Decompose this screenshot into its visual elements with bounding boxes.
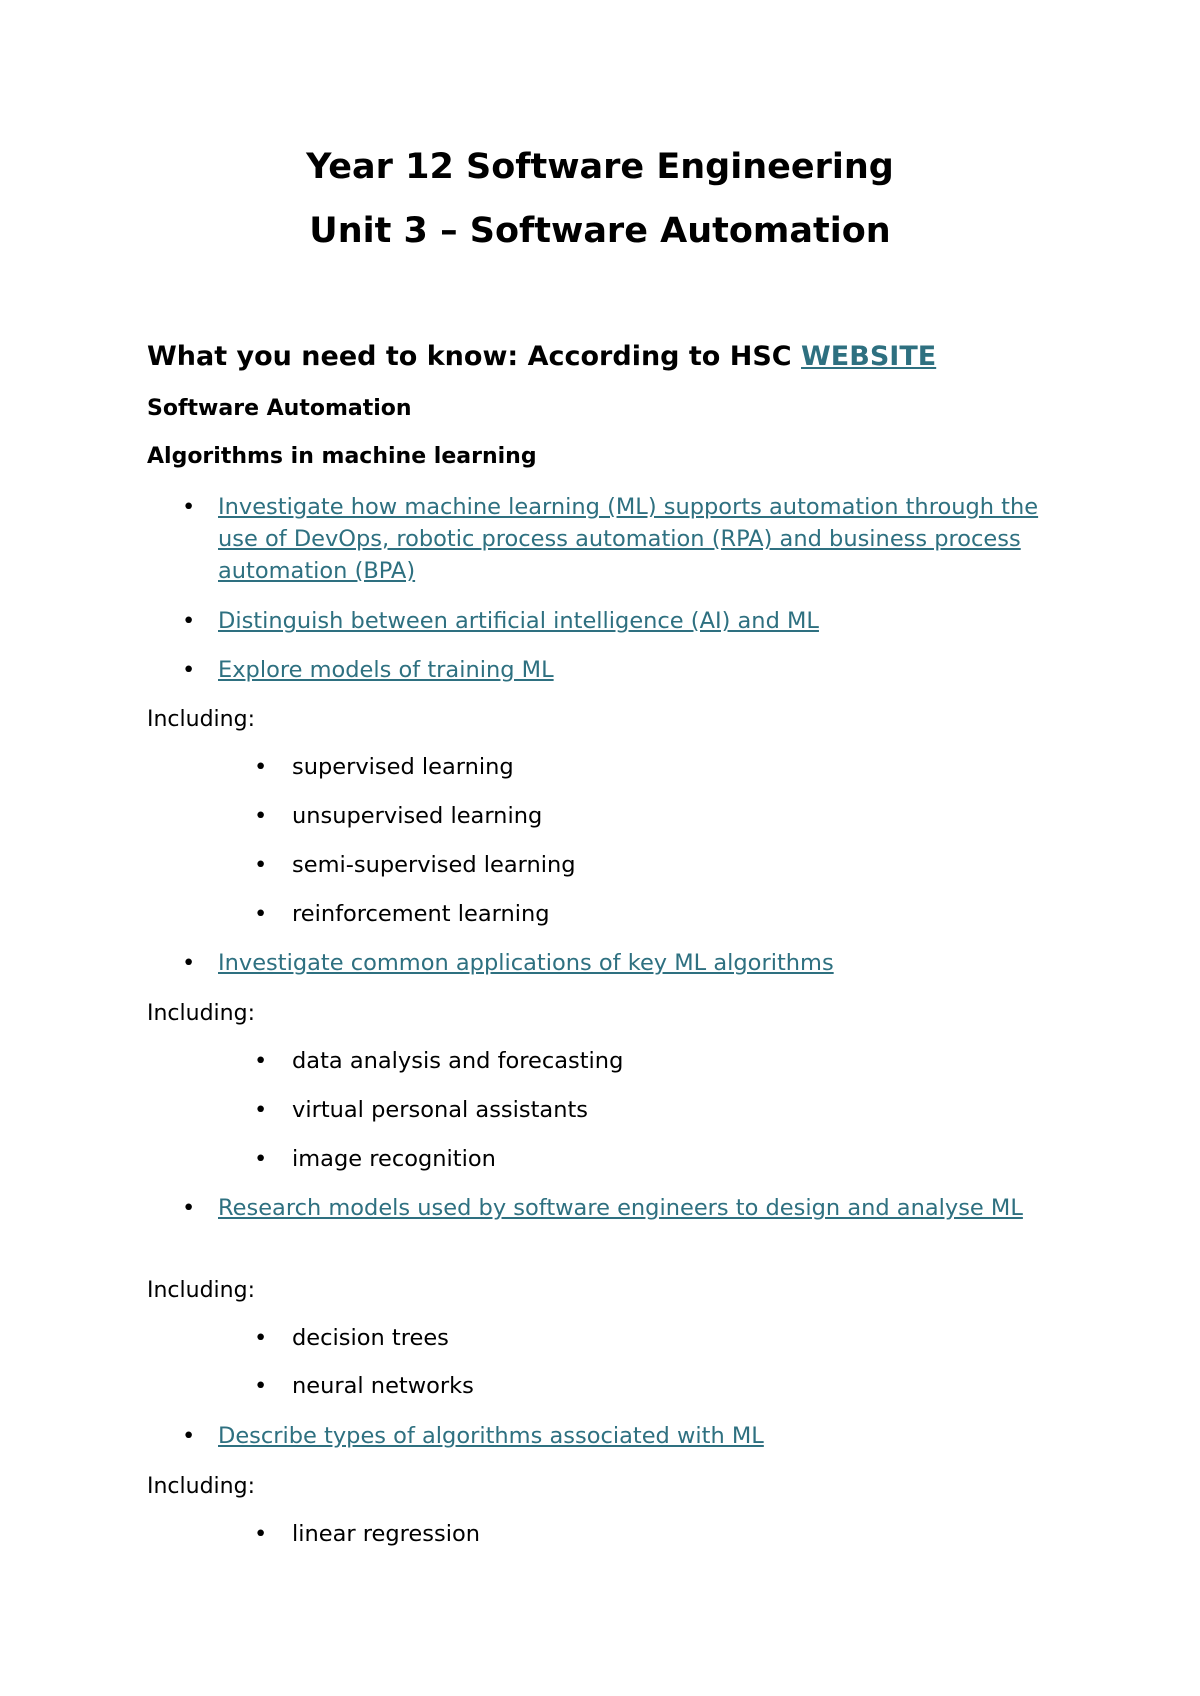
subsection-heading: Algorithms in machine learning (147, 444, 537, 469)
list-item: • linear regression (292, 1518, 480, 1550)
list-item: • neural networks (292, 1370, 474, 1402)
including-label: Including: (147, 1474, 255, 1499)
need-to-know-heading (147, 343, 936, 370)
list-item[interactable] (218, 605, 1068, 637)
list-item: • semi-supervised learning (292, 849, 576, 881)
including-label: Including: (147, 1278, 255, 1303)
list-item[interactable] (218, 654, 1068, 686)
research-link[interactable]: Research models used by software engineers to design and analyse ML (218, 1195, 1023, 1221)
list-item[interactable] (218, 947, 1068, 979)
list-item: • reinforcement learning (292, 898, 550, 930)
list-item: • unsupervised learning (292, 800, 542, 832)
list-item: • data analysis and forecasting (292, 1045, 623, 1077)
list-item[interactable] (218, 1192, 1068, 1224)
investigate-ml-link[interactable]: Investigate how machine learning (ML) supports automation through the use of DevOps, robotic process automation (RPA) and business process automation (BPA) (218, 494, 1039, 584)
list-item: • decision trees (292, 1322, 449, 1354)
list-item: • virtual personal assistants (292, 1094, 588, 1126)
applications-link[interactable]: Investigate common applications of key ML algorithms (218, 950, 834, 976)
list-item: • supervised learning (292, 751, 514, 783)
including-label: Including: (147, 707, 255, 732)
need-to-know-text: What you need to know: According to HSC (147, 341, 802, 372)
hsc-website-link[interactable]: WEBSITE (801, 341, 937, 372)
describe-link[interactable]: Describe types of algorithms associated with ML (218, 1423, 764, 1449)
section-heading: Software Automation (147, 396, 412, 421)
list-item[interactable] (218, 491, 1068, 587)
list-item[interactable] (218, 1420, 1068, 1452)
including-label: Including: (147, 1001, 255, 1026)
distinguish-link[interactable]: Distinguish between artificial intelligence (AI) and ML (218, 608, 819, 634)
page-title: Year 12 Software Engineering (306, 147, 894, 187)
list-item: • image recognition (292, 1143, 496, 1175)
page-subtitle: Unit 3 – Software Automation (309, 211, 891, 251)
explore-link[interactable]: Explore models of training ML (218, 657, 554, 683)
